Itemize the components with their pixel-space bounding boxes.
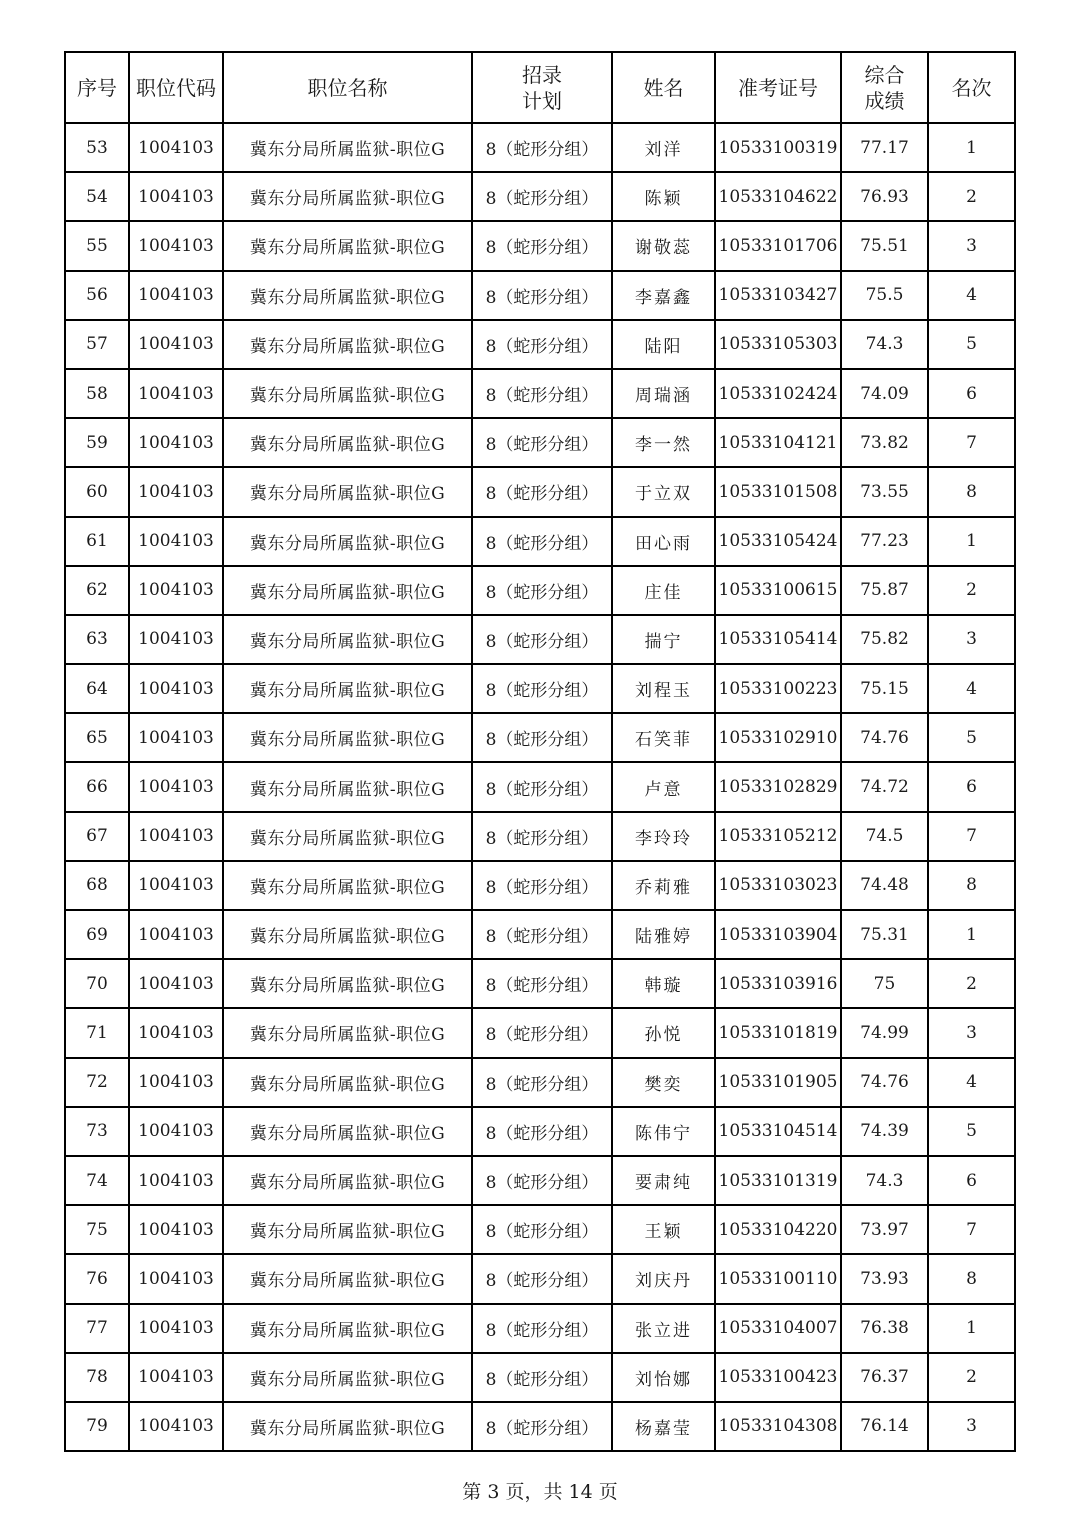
cell-position-name: 冀东分局所属监狱-职位G [223,1353,472,1402]
cell-score: 77.17 [841,123,928,172]
cell-plan: 8（蛇形分组） [472,664,612,713]
cell-rank: 2 [928,172,1015,221]
cell-seq: 65 [65,713,129,762]
cell-position-name: 冀东分局所属监狱-职位G [223,713,472,762]
cell-position-code: 1004103 [129,861,223,910]
cell-exam-id: 10533105424 [715,517,841,566]
cell-score: 74.09 [841,369,928,418]
cell-position-code: 1004103 [129,221,223,270]
cell-exam-id: 10533105303 [715,320,841,369]
cell-seq: 66 [65,762,129,811]
table-row [65,861,1015,910]
cell-exam-id: 10533100615 [715,566,841,615]
table-row [65,1156,1015,1205]
cell-rank: 6 [928,369,1015,418]
cell-seq: 64 [65,664,129,713]
cell-name: 陆阳 [612,320,715,369]
cell-seq: 70 [65,959,129,1008]
table-row [65,959,1015,1008]
cell-exam-id: 10533104007 [715,1304,841,1353]
cell-position-code: 1004103 [129,1156,223,1205]
header-seq: 序号 [65,52,129,123]
cell-rank: 6 [928,1156,1015,1205]
cell-name: 刘怡娜 [612,1353,715,1402]
cell-exam-id: 10533100223 [715,664,841,713]
cell-score: 74.3 [841,320,928,369]
cell-seq: 67 [65,812,129,861]
cell-score: 75 [841,959,928,1008]
cell-position-name: 冀东分局所属监狱-职位G [223,861,472,910]
cell-score: 73.55 [841,467,928,516]
cell-seq: 53 [65,123,129,172]
cell-plan: 8（蛇形分组） [472,221,612,270]
cell-seq: 79 [65,1402,129,1451]
table-row [65,910,1015,959]
cell-rank: 2 [928,1353,1015,1402]
cell-score: 74.3 [841,1156,928,1205]
cell-position-name: 冀东分局所属监狱-职位G [223,1058,472,1107]
cell-position-code: 1004103 [129,1008,223,1057]
cell-seq: 77 [65,1304,129,1353]
cell-plan: 8（蛇形分组） [472,1402,612,1451]
cell-seq: 75 [65,1205,129,1254]
table-row [65,517,1015,566]
cell-exam-id: 10533101508 [715,467,841,516]
cell-plan: 8（蛇形分组） [472,369,612,418]
table-row [65,1353,1015,1402]
cell-position-name: 冀东分局所属监狱-职位G [223,320,472,369]
header-score [841,52,928,123]
cell-plan: 8（蛇形分组） [472,320,612,369]
cell-score: 74.48 [841,861,928,910]
cell-seq: 63 [65,615,129,664]
cell-rank: 8 [928,467,1015,516]
cell-seq: 76 [65,1254,129,1303]
cell-exam-id: 10533102910 [715,713,841,762]
cell-position-name: 冀东分局所属监狱-职位G [223,418,472,467]
cell-score: 74.99 [841,1008,928,1057]
table-row [65,369,1015,418]
cell-score: 73.93 [841,1254,928,1303]
cell-rank: 1 [928,1304,1015,1353]
cell-seq: 59 [65,418,129,467]
cell-position-name: 冀东分局所属监狱-职位G [223,1156,472,1205]
cell-position-code: 1004103 [129,1353,223,1402]
cell-position-code: 1004103 [129,320,223,369]
cell-exam-id: 10533100423 [715,1353,841,1402]
cell-name: 陈伟宁 [612,1107,715,1156]
cell-plan: 8（蛇形分组） [472,1008,612,1057]
cell-score: 75.87 [841,566,928,615]
cell-position-name: 冀东分局所属监狱-职位G [223,615,472,664]
cell-score: 75.82 [841,615,928,664]
cell-exam-id: 10533104514 [715,1107,841,1156]
header-row [65,52,1015,123]
cell-rank: 1 [928,910,1015,959]
cell-name: 李玲玲 [612,812,715,861]
cell-position-name: 冀东分局所属监狱-职位G [223,812,472,861]
cell-position-code: 1004103 [129,1107,223,1156]
header-position-name: 职位名称 [223,52,472,123]
cell-exam-id: 10533103023 [715,861,841,910]
table-row [65,1058,1015,1107]
cell-name: 张立进 [612,1304,715,1353]
table-row [65,812,1015,861]
cell-score: 74.72 [841,762,928,811]
cell-rank: 5 [928,320,1015,369]
cell-name: 于立双 [612,467,715,516]
cell-plan: 8（蛇形分组） [472,566,612,615]
table-row [65,467,1015,516]
cell-seq: 78 [65,1353,129,1402]
table-row [65,271,1015,320]
cell-position-name: 冀东分局所属监狱-职位G [223,910,472,959]
table-row [65,221,1015,270]
cell-name: 韩璇 [612,959,715,1008]
header-rank: 名次 [928,52,1015,123]
cell-plan: 8（蛇形分组） [472,1254,612,1303]
cell-exam-id: 10533101319 [715,1156,841,1205]
cell-exam-id: 10533104622 [715,172,841,221]
cell-name: 樊奕 [612,1058,715,1107]
table-row [65,1107,1015,1156]
cell-plan: 8（蛇形分组） [472,910,612,959]
cell-rank: 3 [928,1008,1015,1057]
cell-name: 刘洋 [612,123,715,172]
cell-rank: 5 [928,1107,1015,1156]
cell-score: 76.93 [841,172,928,221]
cell-seq: 71 [65,1008,129,1057]
cell-plan: 8（蛇形分组） [472,123,612,172]
cell-position-name: 冀东分局所属监狱-职位G [223,1008,472,1057]
cell-plan: 8（蛇形分组） [472,1205,612,1254]
page-footer: 第 3 页，共 14 页 [462,1481,618,1503]
cell-rank: 3 [928,1402,1015,1451]
cell-plan: 8（蛇形分组） [472,812,612,861]
table-header [65,52,1015,123]
cell-seq: 73 [65,1107,129,1156]
cell-name: 杨嘉莹 [612,1402,715,1451]
cell-position-code: 1004103 [129,1402,223,1451]
cell-exam-id: 10533100319 [715,123,841,172]
cell-seq: 55 [65,221,129,270]
table-row [65,172,1015,221]
cell-plan: 8（蛇形分组） [472,418,612,467]
cell-plan: 8（蛇形分组） [472,172,612,221]
table-row [65,664,1015,713]
cell-position-code: 1004103 [129,566,223,615]
cell-name: 陆雅婷 [612,910,715,959]
cell-plan: 8（蛇形分组） [472,1107,612,1156]
cell-plan: 8（蛇形分组） [472,959,612,1008]
header-plan [472,52,612,123]
cell-score: 73.97 [841,1205,928,1254]
cell-position-name: 冀东分局所属监狱-职位G [223,1402,472,1451]
cell-exam-id: 10533102424 [715,369,841,418]
cell-name: 乔莉雅 [612,861,715,910]
cell-exam-id: 10533105414 [715,615,841,664]
cell-name: 揣宁 [612,615,715,664]
cell-name: 李一然 [612,418,715,467]
cell-position-code: 1004103 [129,1304,223,1353]
cell-name: 刘庆丹 [612,1254,715,1303]
table-row [65,1205,1015,1254]
table-row [65,418,1015,467]
cell-position-code: 1004103 [129,271,223,320]
cell-rank: 1 [928,123,1015,172]
cell-seq: 74 [65,1156,129,1205]
cell-rank: 4 [928,1058,1015,1107]
cell-plan: 8（蛇形分组） [472,1058,612,1107]
cell-position-code: 1004103 [129,467,223,516]
cell-exam-id: 10533105212 [715,812,841,861]
header-plan-line2: 计划 [522,88,562,113]
cell-name: 李嘉鑫 [612,271,715,320]
cell-plan: 8（蛇形分组） [472,762,612,811]
cell-score: 76.38 [841,1304,928,1353]
cell-seq: 61 [65,517,129,566]
cell-position-name: 冀东分局所属监狱-职位G [223,1304,472,1353]
cell-plan: 8（蛇形分组） [472,713,612,762]
cell-rank: 2 [928,959,1015,1008]
cell-position-name: 冀东分局所属监狱-职位G [223,566,472,615]
cell-rank: 7 [928,418,1015,467]
cell-exam-id: 10533103916 [715,959,841,1008]
cell-name: 周瑞涵 [612,369,715,418]
cell-position-name: 冀东分局所属监狱-职位G [223,221,472,270]
header-score-line2: 成绩 [864,88,905,113]
cell-name: 石笑菲 [612,713,715,762]
cell-seq: 54 [65,172,129,221]
table-row [65,1304,1015,1353]
cell-position-name: 冀东分局所属监狱-职位G [223,1107,472,1156]
cell-position-code: 1004103 [129,615,223,664]
cell-rank: 1 [928,517,1015,566]
header-position-code: 职位代码 [129,52,223,123]
cell-score: 74.39 [841,1107,928,1156]
table-row [65,320,1015,369]
header-score-line1: 综合 [864,62,905,87]
table-row [65,713,1015,762]
cell-exam-id: 10533103904 [715,910,841,959]
cell-exam-id: 10533101905 [715,1058,841,1107]
cell-seq: 69 [65,910,129,959]
cell-plan: 8（蛇形分组） [472,271,612,320]
table-row [65,1402,1015,1451]
cell-position-code: 1004103 [129,1205,223,1254]
header-name: 姓名 [612,52,715,123]
table-row [65,1008,1015,1057]
cell-name: 要肃纯 [612,1156,715,1205]
cell-rank: 8 [928,861,1015,910]
cell-plan: 8（蛇形分组） [472,467,612,516]
cell-rank: 4 [928,664,1015,713]
cell-position-code: 1004103 [129,123,223,172]
table-row [65,615,1015,664]
cell-exam-id: 10533100110 [715,1254,841,1303]
cell-plan: 8（蛇形分组） [472,861,612,910]
cell-exam-id: 10533101706 [715,221,841,270]
cell-score: 76.37 [841,1353,928,1402]
cell-rank: 3 [928,221,1015,270]
cell-seq: 60 [65,467,129,516]
cell-score: 74.76 [841,1058,928,1107]
cell-plan: 8（蛇形分组） [472,517,612,566]
cell-position-code: 1004103 [129,1058,223,1107]
cell-score: 77.23 [841,517,928,566]
cell-position-name: 冀东分局所属监狱-职位G [223,959,472,1008]
cell-position-name: 冀东分局所属监狱-职位G [223,517,472,566]
cell-seq: 62 [65,566,129,615]
cell-position-code: 1004103 [129,418,223,467]
cell-exam-id: 10533102829 [715,762,841,811]
cell-position-name: 冀东分局所属监狱-职位G [223,1254,472,1303]
cell-exam-id: 10533104121 [715,418,841,467]
cell-name: 陈颖 [612,172,715,221]
cell-score: 75.5 [841,271,928,320]
cell-seq: 57 [65,320,129,369]
cell-position-code: 1004103 [129,959,223,1008]
cell-position-name: 冀东分局所属监狱-职位G [223,664,472,713]
cell-position-name: 冀东分局所属监狱-职位G [223,172,472,221]
header-exam-id: 准考证号 [715,52,841,123]
cell-plan: 8（蛇形分组） [472,1304,612,1353]
table-row [65,1254,1015,1303]
cell-position-name: 冀东分局所属监狱-职位G [223,1205,472,1254]
cell-position-code: 1004103 [129,517,223,566]
cell-score: 74.5 [841,812,928,861]
cell-exam-id: 10533101819 [715,1008,841,1057]
cell-rank: 5 [928,713,1015,762]
cell-score: 75.51 [841,221,928,270]
table-row [65,566,1015,615]
cell-position-code: 1004103 [129,369,223,418]
table-row [65,123,1015,172]
cell-plan: 8（蛇形分组） [472,615,612,664]
cell-position-code: 1004103 [129,664,223,713]
cell-exam-id: 10533103427 [715,271,841,320]
cell-position-name: 冀东分局所属监狱-职位G [223,271,472,320]
cell-score: 73.82 [841,418,928,467]
cell-name: 庄佳 [612,566,715,615]
cell-position-code: 1004103 [129,713,223,762]
header-plan-line1: 招录 [522,62,562,87]
cell-rank: 3 [928,615,1015,664]
cell-rank: 6 [928,762,1015,811]
cell-name: 孙悦 [612,1008,715,1057]
cell-seq: 72 [65,1058,129,1107]
table-body [65,123,1015,1451]
cell-position-name: 冀东分局所属监狱-职位G [223,467,472,516]
cell-seq: 58 [65,369,129,418]
cell-score: 74.76 [841,713,928,762]
cell-name: 卢意 [612,762,715,811]
cell-rank: 7 [928,1205,1015,1254]
cell-position-name: 冀东分局所属监狱-职位G [223,123,472,172]
cell-rank: 8 [928,1254,1015,1303]
cell-plan: 8（蛇形分组） [472,1353,612,1402]
cell-rank: 4 [928,271,1015,320]
cell-position-code: 1004103 [129,172,223,221]
table-row [65,762,1015,811]
cell-exam-id: 10533104220 [715,1205,841,1254]
results-table [64,51,1016,1452]
cell-rank: 7 [928,812,1015,861]
cell-seq: 68 [65,861,129,910]
cell-position-code: 1004103 [129,1254,223,1303]
cell-score: 75.15 [841,664,928,713]
cell-position-code: 1004103 [129,812,223,861]
cell-seq: 56 [65,271,129,320]
cell-position-code: 1004103 [129,910,223,959]
cell-name: 王颖 [612,1205,715,1254]
cell-position-name: 冀东分局所属监狱-职位G [223,369,472,418]
cell-plan: 8（蛇形分组） [472,1156,612,1205]
cell-position-code: 1004103 [129,762,223,811]
cell-rank: 2 [928,566,1015,615]
cell-score: 76.14 [841,1402,928,1451]
cell-position-name: 冀东分局所属监狱-职位G [223,762,472,811]
cell-exam-id: 10533104308 [715,1402,841,1451]
cell-name: 田心雨 [612,517,715,566]
cell-name: 谢敬蕊 [612,221,715,270]
cell-name: 刘程玉 [612,664,715,713]
cell-score: 75.31 [841,910,928,959]
